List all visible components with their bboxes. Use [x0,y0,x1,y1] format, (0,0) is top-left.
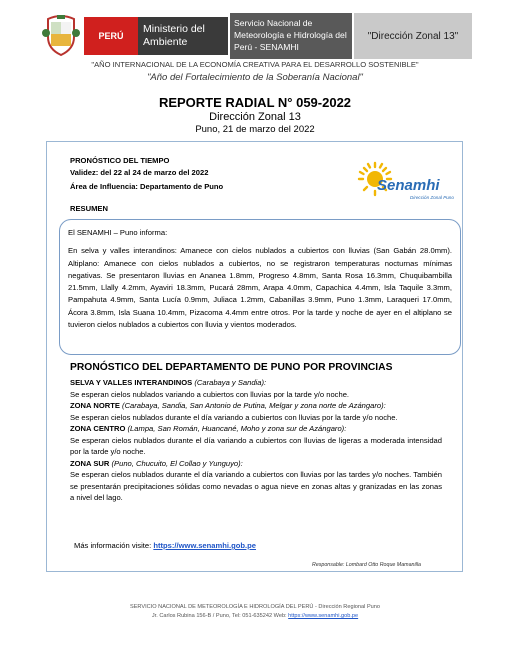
zone-box-label: "Dirección Zonal 13" [354,13,472,59]
province-name: ZONA CENTRO [70,424,126,433]
summary-box [59,219,461,355]
report-zone: Dirección Zonal 13 [209,111,301,123]
province-areas: (Puno, Chucuito, El Collao y Yunguyo): [111,458,243,468]
province-text: Se esperan cielos nublados durante el día variando a cubiertos con lluvias por la tarde y/o noche. [70,412,398,422]
report-date: Puno, 21 de marzo del 2022 [195,124,315,135]
logo-subtitle: Dirección Zonal Puno [410,195,454,200]
province-areas: (Carabaya, Sandia, San Antonio de Putina, Melgar y zona norte de Azángaro): [122,401,386,410]
province-text: Se esperan cielos nublados variando a cubiertos con lluvias por la tarde y/o noche. [70,389,350,399]
footer-line1: SERVICIO NACIONAL DE METEOROLOGÍA E HIDROLOGÍA DEL PERÚ - Dirección Regional Puno [129,604,381,610]
more-info [74,541,256,550]
province-text: Se esperan cielos nublados durante el día variando a cubiertos con lluvias de ligeras a moderada intensidad por la tarde y/o noche. [70,435,442,456]
logo-name: Senamhi [377,177,440,194]
footer-website-link[interactable]: https://www.senamhi.gob.pe [288,613,359,619]
forecast-title: PRONÓSTICO DEL TIEMPO [70,156,170,165]
summary-body: En selva y valles interandinos: Amanece con cielos nublados a cubiertos con lluvias (San Gabán 28.0mm). Altiplano: Amanece con cielos nublados a cubiertos, no se registraron temperaturas nocturnas mínimas negativas. Se presentaron lluvias en Ananea 1.8mm, Progreso 4.8mm, Santa Rosa 16.3mm, Chuquibambilla 21.5mm, Llally 4.2mm, Ayaviri 18.3mm, Pucará 28mm, Arapa 4.0mm, Capachica 4.4mm, Isla Taquile 3.3mm, Pampahuta 4.9mm, Santa Lucía 0.9mm, Juliaca 1.2mm, Cabanillas 3.9mm, Puno 1.3mm, Laraqueri 17.0mm, Ácora 3.8mm, Isla Suana 10.4mm, Pizacoma 4.4mm entre otros. Por la tarde y noche de ayer en el altiplano se tuvieron cielos nublados a cubiertos con lluvia y vientos moderados. [68,246,452,330]
province-name: SELVA Y VALLES INTERANDINOS [70,378,193,387]
province-name: ZONA SUR [70,458,110,468]
summary-label: RESUMEN [70,204,108,213]
province-section [70,377,442,400]
province-areas: (Lampa, San Román, Huancané, Moho y zona sur de Azángaro): [127,424,347,433]
year-banner-line1: "AÑO INTERNACIONAL DE LA ECONOMÍA CREATIVA PARA EL DESARROLLO SOSTENIBLE" [91,60,419,69]
senamhi-website-link[interactable]: https://www.senamhi.gob.pe [153,541,257,550]
senamhi-logo [355,161,455,205]
peru-label: PERÚ [84,17,138,55]
province-areas: (Carabaya y Sandia): [194,378,267,387]
report-frame [46,141,463,572]
provinces-title: PRONÓSTICO DEL DEPARTAMENTO DE PUNO POR PROVINCIAS [70,362,393,373]
senamhi-service-label: Servicio Nacional de Meteorología e Hidrología del Perú - SENAMHI [230,13,352,59]
forecast-validity: Validez: del 22 al 24 de marzo del 2022 [70,168,209,177]
footer-line2 [0,613,510,619]
forecast-area: Área de Influencia: Departamento de Puno [70,182,224,191]
year-banner-line2: "Año del Fortalecimiento de la Soberanía Nacional" [147,72,363,83]
provinces-body [70,377,442,504]
ministry-label: Ministerio del Ambiente [138,17,228,55]
report-title: REPORTE RADIAL N° 059-2022 [158,95,352,110]
peru-coat-of-arms-icon [42,13,80,57]
province-text: Se esperan cielos nublados durante el día variando a cubiertos con lluvias por las tardes y/o noches. También se presentarán precipitaciones sólidas como nevadas o agua nieve en zonas altas y granizadas en las zonas a nivel del lago. [70,470,442,502]
province-section [70,423,442,458]
province-name: ZONA NORTE [70,401,120,410]
footer-address: Jr. Carlos Rubina 156-B / Puno, Tel: 051-635242 Web: [151,613,289,619]
province-section [70,458,442,504]
responsible-note: Responsable: Lombard Otto Roque Mamanilla [312,562,421,568]
summary-intro: El SENAMHI – Puno informa: [68,228,168,237]
more-info-label: Más información visite: [74,541,154,550]
province-section [70,400,442,423]
